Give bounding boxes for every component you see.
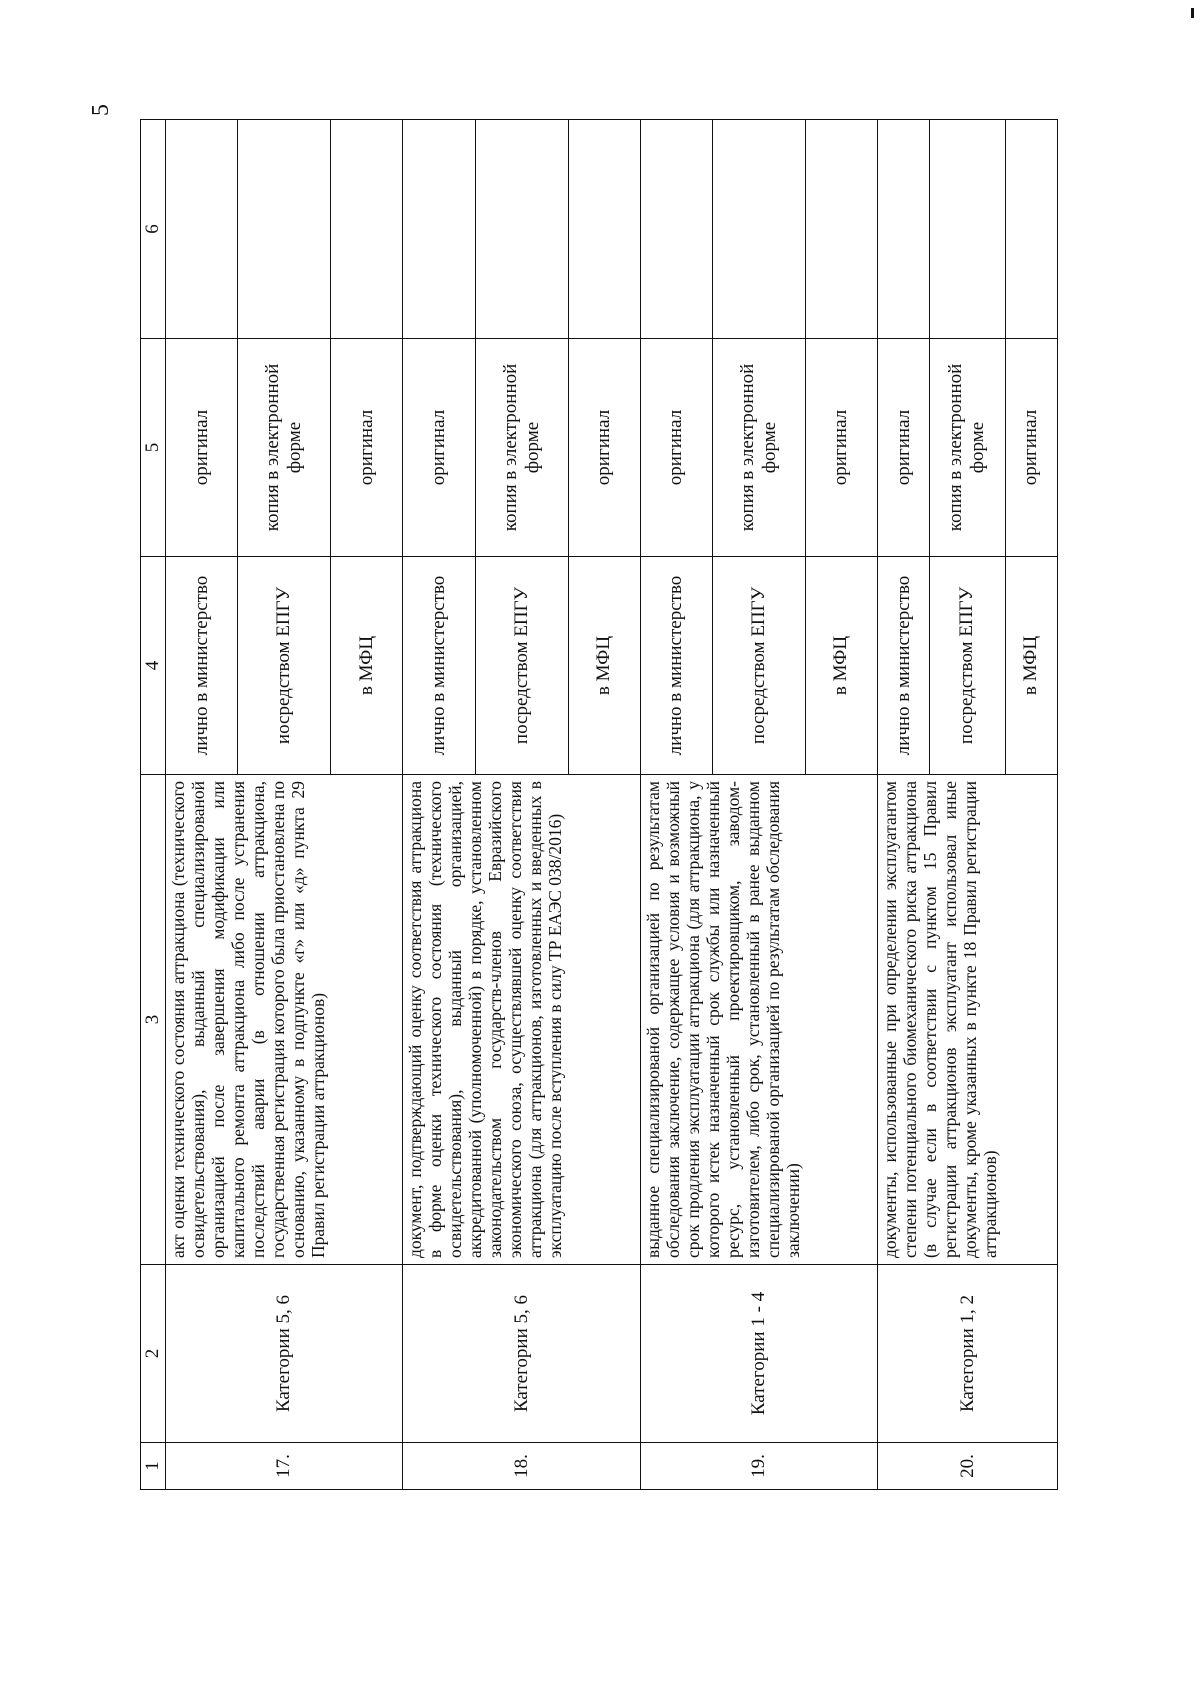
row-number: 17. bbox=[166, 1443, 403, 1490]
row-document: выданное специализированой организацией по результатам обследования заключение, содержащее условия и возможный срок продления эксплуатации аттракциона (для аттракциона, у которого истек назначенный срок службы или назначенный ресурс, установленный проектировщиком, заводом-изготовителем, либо срок, установленный в ранее выданном специализированой организацией по результатам обследования заключении) bbox=[640, 775, 877, 1265]
table-row bbox=[166, 120, 238, 1490]
document-form: оригинал bbox=[166, 339, 238, 557]
submission-way: в МФЦ bbox=[805, 557, 877, 775]
submission-way: лично в министерство bbox=[878, 557, 930, 775]
document-form: оригинал bbox=[640, 339, 712, 557]
note-cell bbox=[238, 120, 331, 339]
document-form: оригинал bbox=[403, 339, 475, 557]
submission-way: посредством ЕПГУ bbox=[475, 557, 568, 775]
row-number: 19. bbox=[640, 1443, 877, 1490]
document-form: оригинал bbox=[331, 339, 403, 557]
note-cell bbox=[331, 120, 403, 339]
document-form: копия в электронной форме bbox=[712, 339, 805, 557]
document-form: оригинал bbox=[1005, 339, 1057, 557]
note-cell bbox=[1005, 120, 1057, 339]
note-cell bbox=[640, 120, 712, 339]
note-cell bbox=[166, 120, 238, 339]
row-number: 20. bbox=[878, 1443, 1058, 1490]
row-document: документы, использованные при определении эксплуатантом степени потенциального биомеханического риска аттракциона (в случае если в соответствии с пунктом 15 Правил регистрации аттракционов эксплуатант использовал иные документы, кроме указанных в пункте 18 Правил регистрации аттракционов) bbox=[878, 775, 1058, 1265]
document-form: оригинал bbox=[805, 339, 877, 557]
rotated-table-container bbox=[140, 120, 1058, 1490]
document-form: оригинал bbox=[878, 339, 930, 557]
submission-way: посредством ЕПГУ bbox=[930, 557, 1005, 775]
document-form: копия в электронной форме bbox=[475, 339, 568, 557]
documents-table bbox=[140, 119, 1058, 1490]
page-number: 5 bbox=[88, 104, 114, 116]
document-form: оригинал bbox=[568, 339, 640, 557]
row-category: Категории 5, 6 bbox=[403, 1265, 640, 1443]
submission-way: лично в министерство bbox=[403, 557, 475, 775]
header-col-2: 2 bbox=[141, 1265, 166, 1443]
row-category: Категории 1 - 4 bbox=[640, 1265, 877, 1443]
row-document: документ, подтверждающий оценку соответствия аттракциона в форме оценки технического состояния (технического освидетельствования), выданный организацией, аккредитованной (уполномоченной) в порядке, установленном законодательством государств-членов Евразийского экономического союза, осуществлявшей оценку соответствия аттракциона (для аттракционов, изготовленных и введенных в эксплуатацию после вступления в силу ТР ЕАЭС 038/2016) bbox=[403, 775, 640, 1265]
submission-way: лично в министерство bbox=[166, 557, 238, 775]
table-row bbox=[878, 120, 930, 1490]
header-col-6: 6 bbox=[141, 120, 166, 339]
submission-way: в МФЦ bbox=[568, 557, 640, 775]
document-form: копия в электронной форме bbox=[238, 339, 331, 557]
document-form: копия в электронной форме bbox=[930, 339, 1005, 557]
submission-way: лично в министерство bbox=[640, 557, 712, 775]
header-col-4: 4 bbox=[141, 557, 166, 775]
scan-edge-mark bbox=[1191, 8, 1194, 18]
note-cell bbox=[878, 120, 930, 339]
submission-way: в МФЦ bbox=[1005, 557, 1057, 775]
row-number: 18. bbox=[403, 1443, 640, 1490]
table-row bbox=[640, 120, 712, 1490]
submission-way: в МФЦ bbox=[331, 557, 403, 775]
row-document: акт оценки технического состояния аттракциона (технического освидетельствования), выданный специализированой организацией после завершения модификации или капитального ремонта аттракциона либо после устранения последствий аварии (в отношении аттракциона, государственная регистрация которого была приостановлена по основанию, указанному в подпункте «г» или «д» пункта 29 Правил регистрации аттракционов) bbox=[166, 775, 403, 1265]
note-cell bbox=[712, 120, 805, 339]
note-cell bbox=[930, 120, 1005, 339]
row-category: Категории 1, 2 bbox=[878, 1265, 1058, 1443]
header-col-1: 1 bbox=[141, 1443, 166, 1490]
submission-way: посредством ЕПГУ bbox=[712, 557, 805, 775]
table-row bbox=[403, 120, 475, 1490]
header-col-3: 3 bbox=[141, 775, 166, 1265]
header-row bbox=[141, 120, 166, 1490]
note-cell bbox=[568, 120, 640, 339]
note-cell bbox=[403, 120, 475, 339]
header-col-5: 5 bbox=[141, 339, 166, 557]
submission-way: иосредством ЕПГУ bbox=[238, 557, 331, 775]
note-cell bbox=[475, 120, 568, 339]
row-category: Категории 5, 6 bbox=[166, 1265, 403, 1443]
note-cell bbox=[805, 120, 877, 339]
